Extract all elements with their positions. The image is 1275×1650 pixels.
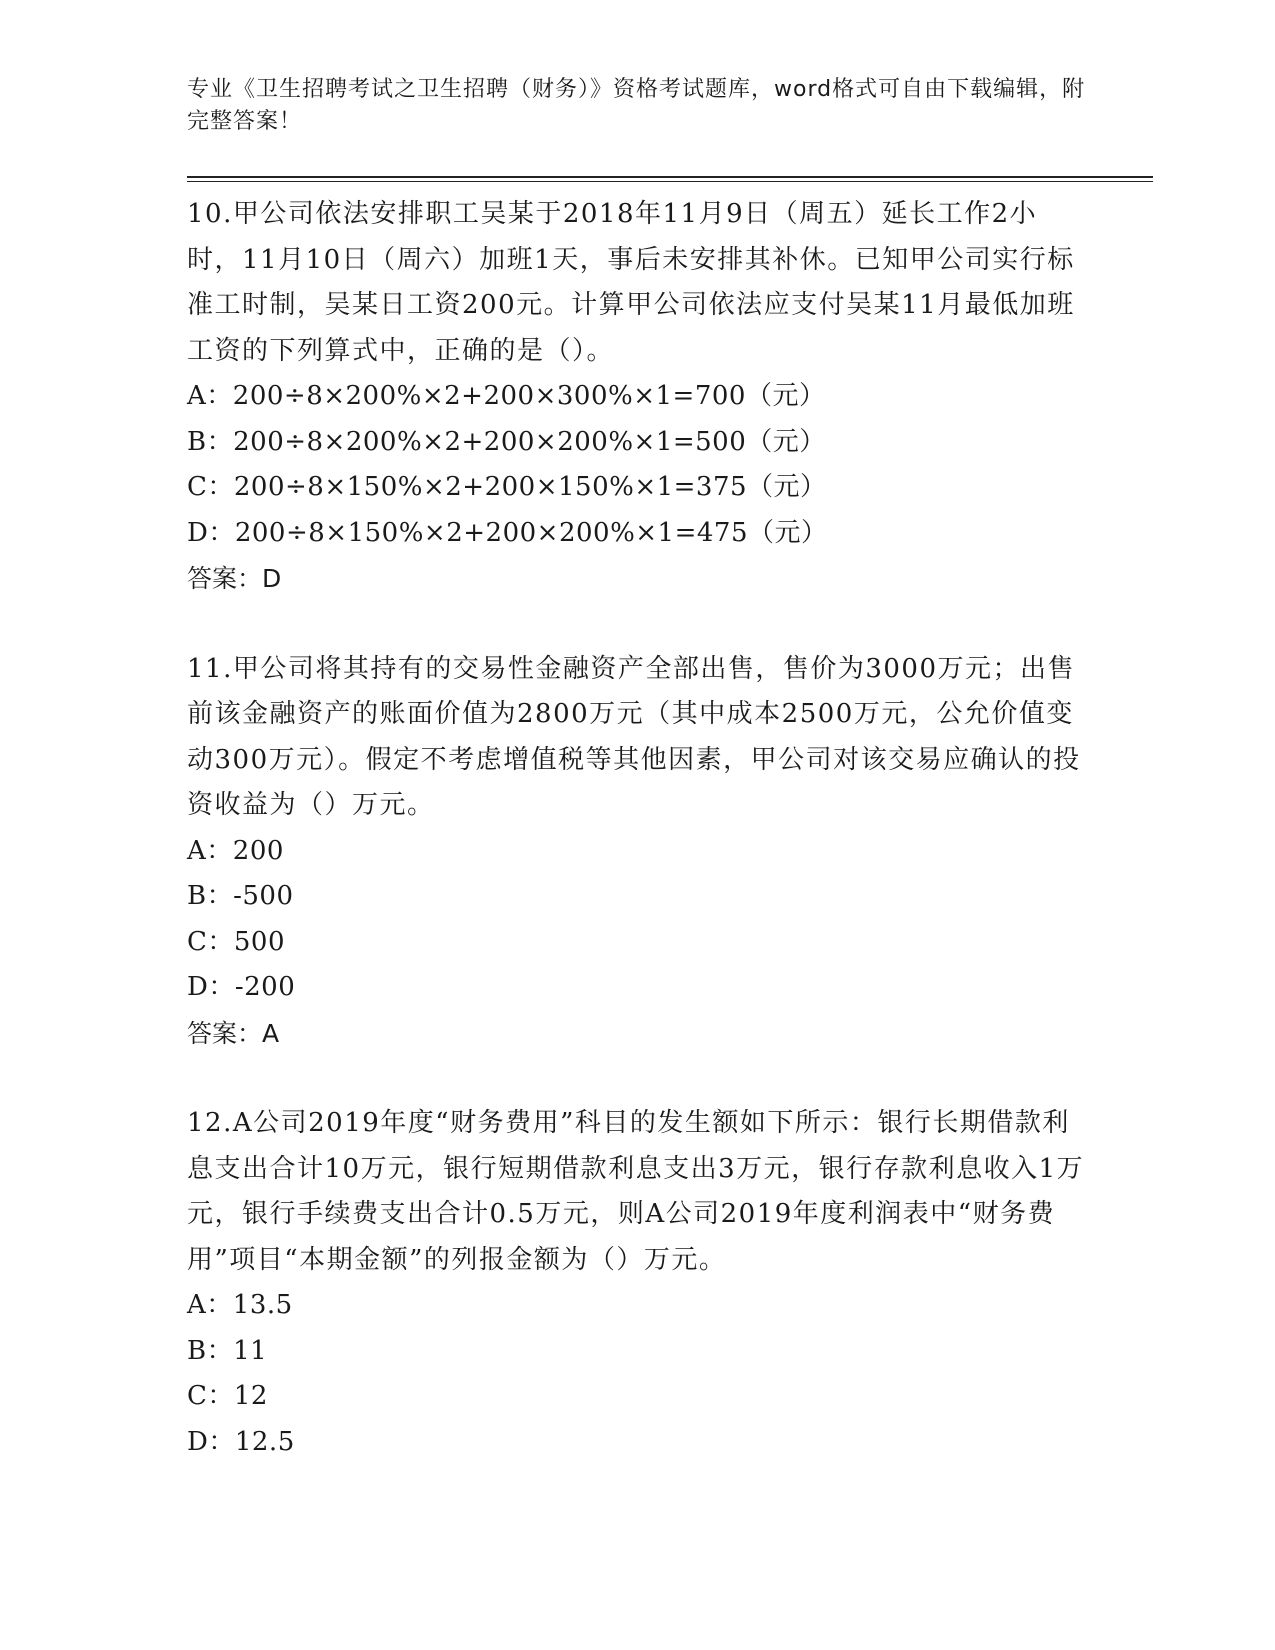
option-c: C：500 (187, 926, 286, 957)
option-b: B：200÷8×200%×2+200×200%×1=500（元） (187, 426, 826, 457)
option-a: A：200 (187, 835, 284, 866)
option-d: D：12.5 (187, 1426, 295, 1457)
option-a: A：13.5 (187, 1290, 293, 1320)
header-rule-thick (187, 176, 1153, 178)
answer-label: 答案：A (187, 1018, 280, 1048)
question-11 (187, 647, 1087, 1057)
question-12 (187, 1101, 1087, 1465)
option-d: D：-200 (187, 972, 296, 1002)
option-c: C：12 (187, 1381, 268, 1411)
answer-label: 答案：D (187, 564, 282, 593)
question-stem: 12.A公司2019年度“财务费用”科目的发生额如下所示：银行长期借款利息支出合计10万元，银行短期借款利息支出3万元，银行存款利息收入1万元，银行手续费支出合计0.5万元，则A公司2019年度利润表中“财务费用”项目“本期金额”的列报金额为（）万元。 (187, 1108, 1085, 1275)
option-b: B：-500 (187, 881, 294, 911)
question-10 (187, 192, 1087, 602)
question-list (187, 192, 1087, 1510)
header-rule-thin (187, 181, 1153, 182)
question-stem: 11.甲公司将其持有的交易性金融资产全部出售，售价为3000万元；出售前该金融资产的账面价值为2800万元（其中成本2500万元，公允价值变动300万元）。假定不考虑增值税等其他因素，甲公司对该交易应确认的投资收益为（）万元。 (187, 653, 1081, 820)
option-c: C：200÷8×150%×2+200×150%×1=375（元） (187, 472, 827, 502)
option-d: D：200÷8×150%×2+200×200%×1=475（元） (187, 517, 828, 548)
question-stem: 10.甲公司依法安排职工吴某于2018年11月9日（周五）延长工作2小时，11月10日（周六）加班1天，事后未安排其补休。已知甲公司实行标准工时制，吴某日工资200元。计算甲公司依法应支付吴某11月最低加班工资的下列算式中，正确的是（）。 (187, 199, 1075, 366)
document-header: 专业《卫生招聘考试之卫生招聘（财务）》资格考试题库，word格式可自由下载编辑，附完整答案！ (187, 77, 1086, 134)
option-b: B：11 (187, 1335, 268, 1366)
option-a: A：200÷8×200%×2+200×300%×1=700（元） (187, 381, 826, 411)
